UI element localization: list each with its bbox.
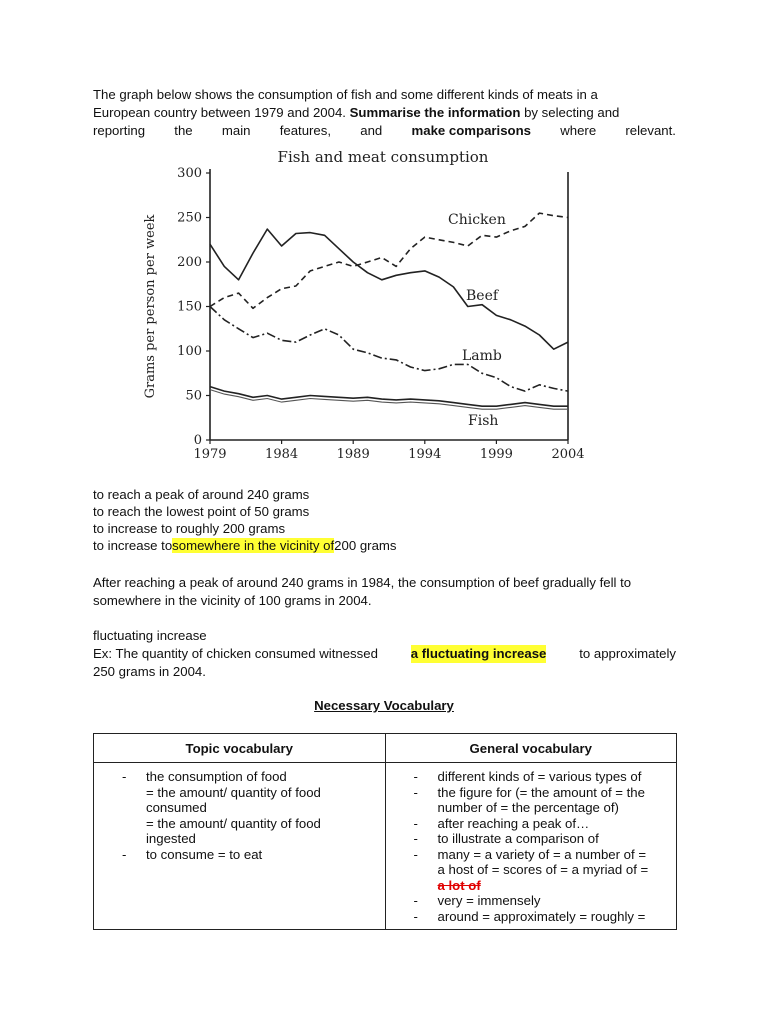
general-vocab-header: General vocabulary [385,734,677,763]
series-line-chicken [210,213,568,308]
list-item: = the amount/ quantity of food [146,815,321,831]
general-vocab-cell [385,763,677,930]
series-line-fish [210,387,568,407]
example-paragraph [93,574,676,610]
vocab-title: Necessary Vocabulary [314,698,454,713]
fluct-line: 250 grams in 2004. [93,664,206,679]
fluct-text: to approximately [579,646,676,661]
paragraph-line: somewhere in the vicinity of 100 grams in 2004. [93,593,372,608]
list-item: number of = the percentage of) [437,800,619,815]
phrase-list [93,486,396,554]
paragraph-line: After reaching a peak of around 240 grams in 1984, the consumption of beef gradually fell to [93,575,632,590]
list-item: - to illustrate a comparison of [413,831,599,846]
list-item: - the consumption of food [122,769,287,784]
prompt-word: the [174,123,193,138]
task-prompt [93,86,676,140]
list-item: a host of = scores of = a myriad of = [437,862,649,877]
topic-vocab-cell [94,763,386,930]
list-item [386,878,677,894]
phrase-text: to increase to [93,538,173,553]
series-label-chicken: Chicken [448,212,506,228]
x-tick-label: 1984 [265,447,299,462]
chart-svg [128,142,598,467]
prompt-word: relevant. [625,123,676,138]
phrase-item: to increase to roughly 200 grams [93,521,286,536]
highlighted-phrase: a fluctuating increase [410,646,547,661]
phrase-item: to reach the lowest point of 50 grams [93,504,310,519]
series-line-lamb [210,307,568,392]
line-chart [128,142,598,467]
list-item: - around = approximately = roughly = [413,908,646,924]
prompt-bold-summarise: Summarise the information [349,105,521,120]
list-item: - the figure for (= the amount of = the [413,784,645,800]
prompt-word: main [221,123,251,138]
list-item: - to consume = to eat [122,846,263,862]
fluct-heading: fluctuating increase [93,628,207,643]
prompt-word: and [360,123,383,138]
chart-title: Fish and meat consumption [277,148,489,166]
list-item: - after reaching a peak of… [413,815,590,831]
prompt-line-2 [93,104,676,122]
vocab-table [93,733,677,930]
x-tick-label: 1989 [336,447,370,462]
fluct-line [93,645,676,663]
x-tick-label: 1999 [479,447,513,462]
list-item: - many = a variety of = a number of = [413,846,647,862]
fluctuating-example [93,627,676,681]
y-tick-label: 250 [177,210,202,226]
x-tick-label: 2004 [551,447,585,462]
y-axis-label: Grams per person per week [143,214,158,399]
list-item: = the amount/ quantity of food [146,784,321,800]
y-tick-label: 100 [177,344,202,359]
prompt-bold-comparisons: make comparisons [411,123,531,138]
prompt-word: reporting [93,123,146,138]
prompt-text: European country between 1979 and 2004. [93,105,346,120]
phrase-item [93,537,396,554]
list-item: ingested [146,831,196,846]
y-tick-label: 0 [193,433,202,448]
highlighted-phrase: somewhere in the vicinity of [172,538,335,553]
prompt-text: The graph below shows the consumption of fish and some different kinds of meats in a [93,87,598,102]
prompt-word: features, [279,123,332,138]
list-item: consumed [146,800,207,815]
list-item: - very = immensely [413,893,541,908]
series-label-beef: Beef [466,288,499,304]
list-item: - different kinds of = various types of [413,769,642,784]
series-label-fish: Fish [468,413,499,429]
y-tick-label: 150 [177,299,202,315]
series-label-lamb: Lamb [462,348,502,364]
prompt-line-1 [93,86,676,104]
phrase-item: to reach a peak of around 240 grams [93,487,310,502]
prompt-word: where [560,123,597,138]
y-tick-label: 50 [185,388,202,404]
x-tick-label: 1994 [408,447,442,462]
prompt-line-3 [93,122,676,140]
struck-out-phrase: a lot of [437,877,481,893]
phrase-text: 200 grams [334,538,397,553]
fluct-text: Ex: The quantity of chicken consumed witnessed [93,646,378,661]
y-tick-label: 200 [177,255,202,270]
series-line-beef [210,229,568,349]
y-tick-label: 300 [177,166,202,181]
prompt-text: by selecting and [524,105,620,120]
topic-vocab-header: Topic vocabulary [94,734,386,763]
x-tick-label: 1979 [193,447,227,462]
